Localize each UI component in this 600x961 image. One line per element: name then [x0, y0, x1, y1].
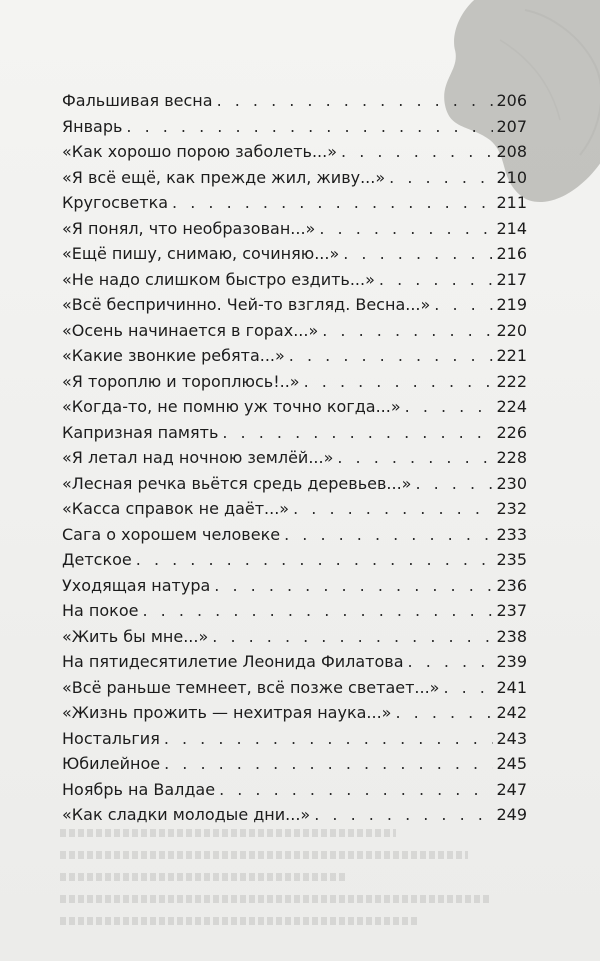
leader-dots [375, 267, 493, 293]
toc-entry-page: 221 [496, 346, 527, 365]
toc-entry[interactable] [62, 292, 527, 318]
toc-entry[interactable] [62, 165, 527, 191]
toc-entry[interactable] [62, 241, 527, 267]
toc-entry-page: 211 [496, 193, 527, 212]
toc-entry-title: «Жить бы мне...» [62, 626, 209, 646]
toc-entry[interactable] [62, 88, 527, 114]
leader-dots [289, 496, 493, 522]
toc-entry[interactable] [62, 139, 527, 165]
toc-entry[interactable] [62, 445, 527, 471]
toc-entry-title: «Я понял, что необразован...» [62, 218, 316, 238]
toc-entry-title: На пятидесятилетие Леонида Филатова [62, 652, 404, 671]
toc-entry-page: 222 [496, 371, 527, 391]
toc-entry-page: 243 [496, 728, 527, 748]
leader-dots [280, 522, 493, 548]
toc-entry-page: 239 [496, 652, 527, 671]
toc-entry[interactable] [62, 522, 527, 548]
leader-dots [208, 624, 493, 650]
toc-entry-title: Капризная память [62, 422, 219, 442]
toc-entry-title: «Как хорошо порою заболеть...» [62, 142, 338, 161]
leader-dots [318, 318, 493, 344]
toc-entry-title: «Жизнь прожить — нехитрая наука...» [62, 703, 392, 722]
toc-entry-title: «Какие звонкие ребята...» [62, 346, 285, 365]
toc-entry-title: «Лесная речка вьётся средь деревьев...» [62, 473, 412, 493]
toc-entry-page: 207 [496, 116, 527, 136]
toc-entry-title: «Касса справок не даёт...» [62, 499, 290, 518]
toc-entry-page: 208 [496, 142, 527, 161]
leader-dots [213, 88, 493, 114]
leader-dots [385, 165, 493, 191]
leader-dots [160, 726, 493, 752]
toc-entry-page: 216 [496, 244, 527, 263]
toc-entry[interactable] [62, 496, 527, 522]
toc-entry[interactable] [62, 394, 527, 420]
toc-entry-title: Фальшивая весна [62, 91, 213, 110]
toc-entry-title: «Я летал над ночною землёй...» [62, 448, 334, 467]
toc-entry-page: 236 [496, 575, 527, 595]
toc-entry-title: «Ещё пишу, снимаю, сочиняю...» [62, 244, 340, 263]
leader-dots [337, 139, 493, 165]
toc-entry-title: Ностальгия [62, 728, 160, 748]
leader-dots [300, 369, 493, 395]
toc-entry-title: Уходящая натура [62, 575, 211, 595]
toc-entry-page: 238 [496, 626, 527, 646]
toc-entry-page: 228 [496, 448, 527, 467]
toc-entry-title: Январь [62, 116, 123, 136]
toc-entry-page: 242 [496, 703, 527, 722]
toc-entry-title: «Всё беспричинно. Чей-то взгляд. Весна...» [62, 295, 431, 314]
toc-entry[interactable] [62, 700, 527, 726]
toc-entry-page: 241 [496, 677, 527, 697]
leader-dots [215, 777, 493, 803]
toc-entry-page: 210 [496, 167, 527, 187]
toc-entry-page: 237 [496, 601, 527, 620]
toc-entry-title: Детское [62, 550, 132, 569]
toc-entry[interactable] [62, 190, 527, 216]
leader-dots [122, 114, 493, 140]
leader-dots [333, 445, 493, 471]
toc-entry[interactable] [62, 114, 527, 140]
toc-entry-title: Юбилейное [62, 754, 161, 773]
leader-dots [168, 190, 493, 216]
toc-entry[interactable] [62, 573, 527, 599]
leader-dots [160, 751, 493, 777]
toc-entry[interactable] [62, 777, 527, 803]
toc-entry-page: 217 [496, 269, 527, 289]
toc-entry[interactable] [62, 726, 527, 752]
toc-entry[interactable] [62, 369, 527, 395]
toc-entry-title: «Не надо слишком быстро ездить...» [62, 269, 375, 289]
leader-dots [315, 216, 493, 242]
toc-entry[interactable] [62, 675, 527, 701]
leader-dots [132, 547, 493, 573]
toc-entry[interactable] [62, 318, 527, 344]
leader-dots [401, 394, 493, 420]
toc-entry[interactable] [62, 624, 527, 650]
table-of-contents [62, 88, 527, 828]
toc-entry-page: 214 [496, 218, 527, 238]
toc-entry-title: «Когда-то, не помню уж точно когда...» [62, 397, 401, 416]
toc-entry-title: Ноябрь на Валдае [62, 779, 216, 799]
leader-dots [404, 649, 493, 675]
leader-dots [430, 292, 493, 318]
leader-dots [210, 573, 493, 599]
toc-entry-page: 245 [496, 754, 527, 773]
toc-entry[interactable] [62, 751, 527, 777]
toc-entry-page: 233 [496, 524, 527, 544]
toc-entry-page: 219 [496, 295, 527, 314]
leader-dots [285, 343, 493, 369]
toc-entry-page: 220 [496, 320, 527, 340]
leader-dots [439, 675, 493, 701]
toc-entry-title: «Я тороплю и тороплюсь!..» [62, 371, 300, 391]
toc-entry-title: Кругосветка [62, 193, 169, 212]
leader-dots [218, 420, 493, 446]
toc-entry[interactable] [62, 598, 527, 624]
toc-entry-page: 232 [496, 499, 527, 518]
toc-entry-title: Сага о хорошем человеке [62, 524, 281, 544]
toc-entry-page: 249 [496, 805, 527, 824]
toc-entry[interactable] [62, 216, 527, 242]
leader-dots [339, 241, 493, 267]
toc-entry[interactable] [62, 471, 527, 497]
toc-entry-page: 206 [496, 91, 527, 110]
toc-entry[interactable] [62, 420, 527, 446]
toc-entry[interactable] [62, 343, 527, 369]
toc-entry-page: 226 [496, 422, 527, 442]
toc-entry-page: 247 [496, 779, 527, 799]
toc-entry-page: 224 [496, 397, 527, 416]
show-through-text [60, 815, 540, 955]
toc-entry-title: «Всё раньше темнеет, всё позже светает...» [62, 677, 440, 697]
toc-entry-page: 235 [496, 550, 527, 569]
toc-entry[interactable] [62, 649, 527, 675]
toc-entry-title: На покое [62, 601, 139, 620]
toc-entry[interactable] [62, 547, 527, 573]
leader-dots [138, 598, 493, 624]
toc-entry-title: «Осень начинается в горах...» [62, 320, 319, 340]
toc-entry-page: 230 [496, 473, 527, 493]
leader-dots [411, 471, 493, 497]
toc-entry[interactable] [62, 267, 527, 293]
toc-entry-title: «Я всё ещё, как прежде жил, живу...» [62, 167, 386, 187]
leader-dots [391, 700, 493, 726]
toc-entry-title: «Как сладки молодые дни...» [62, 805, 311, 824]
